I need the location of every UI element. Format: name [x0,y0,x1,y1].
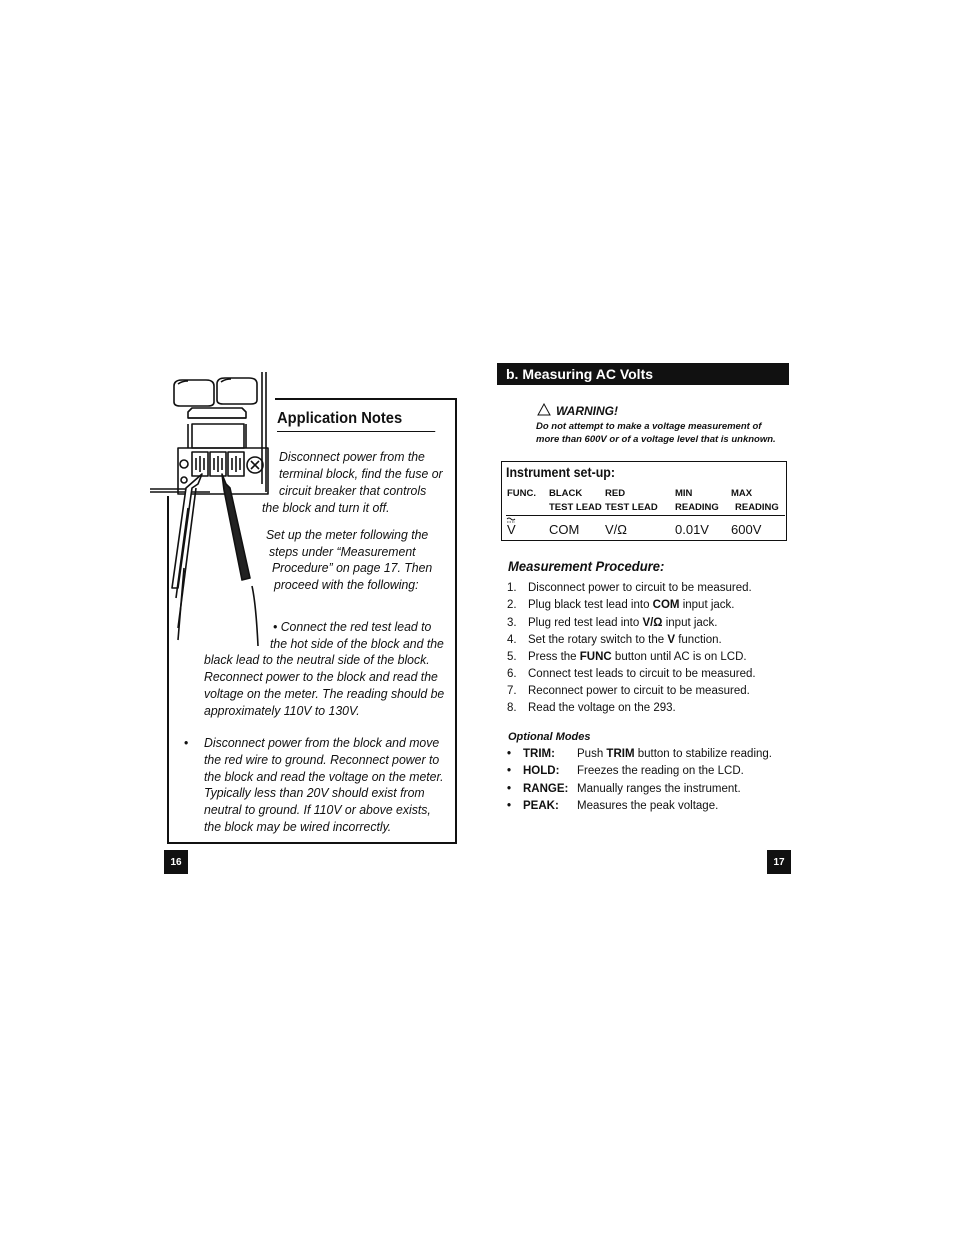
bullet: • [507,748,512,760]
header-max: MAX [731,488,753,499]
app-notes-line: black lead to the neutral side of the block. [204,652,430,667]
step-text: Plug black test lead into COM input jack. [528,599,735,611]
app-notes-line: • Connect the red test lead to [273,619,432,634]
step-number: 5. [507,651,517,663]
app-notes-line: neutral to ground. If 110V or above exists, [204,802,431,817]
step-text: Read the voltage on the 293. [528,702,676,714]
page-number-left: 16 [164,850,188,874]
option-label: TRIM: [523,748,555,760]
app-notes-line: Typically less than 20V should exist from [204,785,425,800]
cell-black: COM [549,522,580,537]
warning-text: Do not attempt to make a voltage measurement of [536,421,762,432]
step-number: 7. [507,685,517,697]
app-notes-line: the block and read the voltage on the meter. [204,769,444,784]
option-text: Freezes the reading on the LCD. [577,765,744,777]
app-notes-line: circuit breaker that controls [279,483,427,498]
step-number: 3. [507,617,517,629]
cell-func: V [507,522,516,537]
step-text: Plug red test lead into V/Ω input jack. [528,617,718,629]
app-notes-line: terminal block, find the fuse or [279,466,443,481]
app-notes-line: Reconnect power to the block and read the [204,669,438,684]
measurement-procedure-title: Measurement Procedure: [508,558,665,574]
step-number: 2. [507,599,517,611]
app-notes-line: the block may be wired incorrectly. [204,819,392,834]
page-number-right: 17 [767,850,791,874]
terminal-block-illustration [148,368,278,648]
instrument-setup-title: Instrument set-up: [506,465,616,480]
option-label: HOLD: [523,765,560,777]
header-func: FUNC. [507,488,537,499]
step-text: Reconnect power to circuit to be measured. [528,685,750,697]
option-text: Push TRIM button to stabilize reading. [577,748,772,760]
step-number: 4. [507,634,517,646]
cell-min: 0.01V [675,522,709,537]
app-notes-line: approximately 110V to 130V. [204,703,360,718]
app-notes-line: the red wire to ground. Reconnect power to [204,752,440,767]
cell-max: 600V [731,522,762,537]
app-notes-line: voltage on the meter. The reading should be [204,686,445,701]
step-number: 8. [507,702,517,714]
header-max: READING [735,502,779,513]
bullet: • [184,735,189,750]
app-notes-line: proceed with the following: [274,577,419,592]
app-notes-line: the block and turn it off. [262,500,390,515]
table-divider [506,515,785,516]
app-notes-line: Disconnect power from the [279,449,425,464]
step-text: Set the rotary switch to the V function. [528,634,722,646]
step-number: 6. [507,668,517,680]
section-header [497,363,789,385]
option-label: RANGE: [523,783,569,795]
header-red: RED [605,488,626,499]
header-min: MIN [675,488,693,499]
application-notes-title: Application Notes [277,410,435,432]
warning-triangle-icon [537,403,551,416]
option-text: Measures the peak voltage. [577,800,719,812]
option-text: Manually ranges the instrument. [577,783,741,795]
header-black: TEST LEAD [549,502,602,513]
bullet: • [507,765,512,777]
warning-text: more than 600V or of a voltage level that is unknown. [536,434,776,445]
step-number: 1. [507,582,517,594]
bullet: • [507,800,512,812]
cell-red: V/Ω [605,522,628,537]
optional-modes-title: Optional Modes [508,731,591,743]
section-title: b. Measuring AC Volts [506,366,654,382]
header-min: READING [675,502,719,513]
app-notes-line: Procedure” on page 17. Then [272,560,433,575]
step-text: Connect test leads to circuit to be measured. [528,668,756,680]
app-notes-line: steps under “Measurement [269,544,416,559]
app-notes-line: Set up the meter following the [266,527,429,542]
step-text: Press the FUNC button until AC is on LCD. [528,651,747,663]
header-red: TEST LEAD [605,502,658,513]
app-notes-line: Disconnect power from the block and move [204,735,440,750]
step-text: Disconnect power to circuit to be measured. [528,582,752,594]
bullet: • [507,783,512,795]
option-label: PEAK: [523,800,559,812]
header-black: BLACK [549,488,583,499]
warning-title: WARNING! [556,404,618,418]
app-notes-line: the hot side of the block and the [270,636,444,651]
